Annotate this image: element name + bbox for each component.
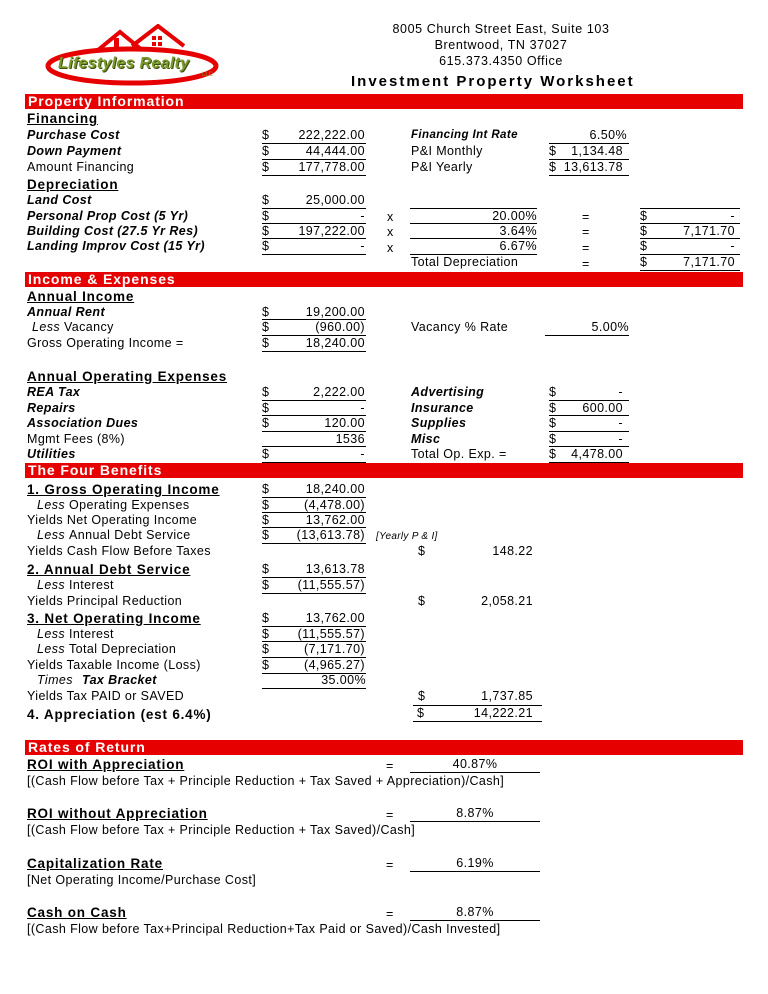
- currency-symbol: $: [262, 497, 366, 513]
- debt-value: 13,613.78: [305, 562, 365, 576]
- logo-suffix: LLC: [202, 72, 214, 78]
- annual-income-heading: Annual Income: [27, 289, 135, 304]
- currency-symbol: $: [262, 527, 366, 544]
- row-value: 1536: [335, 432, 365, 446]
- page-title: Investment Property Worksheet: [351, 73, 635, 90]
- section-title-benefits: The Four Benefits: [28, 462, 163, 478]
- row-label: REA Tax: [27, 385, 81, 399]
- right-symbol: $: [549, 431, 629, 447]
- right-value: 6.50%: [589, 128, 627, 142]
- equals-sign: =: [582, 241, 590, 255]
- total-depreciation-value: 7,171.70: [683, 255, 735, 269]
- right-value: -: [618, 416, 623, 430]
- result-symbol: $: [640, 223, 740, 239]
- equals-sign: =: [386, 858, 394, 872]
- right-symbol: $: [549, 143, 629, 159]
- company-logo: [40, 24, 230, 86]
- currency-symbol: $: [262, 319, 366, 335]
- multiply-sign: x: [387, 210, 394, 224]
- currency-symbol: $: [262, 305, 270, 319]
- currency-symbol: $: [262, 657, 366, 674]
- return-label: ROI with Appreciation: [27, 757, 185, 772]
- row-value: -: [360, 401, 365, 415]
- return-label: Cash on Cash: [27, 905, 127, 920]
- right-value: -: [618, 385, 623, 399]
- currency-symbol: $: [262, 223, 366, 239]
- right-label: Misc: [411, 432, 441, 446]
- return-formula: [Net Operating Income/Purchase Cost]: [27, 873, 257, 887]
- currency-symbol: $: [262, 238, 366, 255]
- financing-heading: Financing: [27, 111, 98, 126]
- appreciation-value: 14,222.21: [473, 706, 533, 720]
- result-symbol: $: [640, 238, 740, 255]
- return-value: 8.87%: [410, 806, 540, 822]
- return-value: 8.87%: [410, 905, 540, 921]
- row-label: Interest: [69, 578, 114, 592]
- currency-symbol: $: [418, 594, 426, 608]
- row-label: Interest: [69, 627, 114, 641]
- row-label: Yields Tax PAID or SAVED: [27, 689, 185, 703]
- multiply-sign: x: [387, 241, 394, 255]
- row-value: 19,200.00: [305, 305, 365, 319]
- right-label: Financing Int Rate: [411, 129, 518, 141]
- currency-symbol: $: [418, 544, 426, 558]
- row-label: Down Payment: [27, 144, 122, 158]
- right-symbol: $: [549, 159, 629, 176]
- return-value: 40.87%: [410, 757, 540, 773]
- currency-symbol: $: [262, 577, 366, 594]
- yearly-pi-note: [Yearly P & I]: [376, 531, 438, 542]
- right-symbol: $: [549, 446, 629, 463]
- interest-value: (11,555.57): [297, 627, 365, 641]
- vacancy-rate-label: Vacancy % Rate: [411, 320, 509, 334]
- tax-saved-value: 1,737.85: [481, 689, 533, 703]
- row-value: 44,444.00: [305, 144, 365, 158]
- row-value: 25,000.00: [305, 193, 365, 207]
- currency-symbol: $: [262, 626, 366, 642]
- row-value: 197,222.00: [298, 224, 365, 238]
- row-label: Tax Bracket: [82, 673, 157, 687]
- section-title-returns: Rates of Return: [28, 739, 146, 755]
- row-label: Utilities: [27, 447, 76, 461]
- benefit-heading-appreciation: 4. Appreciation (est 6.4%): [27, 707, 212, 722]
- benefit-heading-noi: 3. Net Operating Income: [27, 611, 201, 626]
- times-prefix: Times: [37, 673, 73, 687]
- debt-service-value: (13,613.78): [296, 528, 365, 542]
- row-label: Repairs: [27, 401, 76, 415]
- currency-symbol: $: [262, 208, 366, 224]
- rate-value: 3.64%: [410, 223, 537, 239]
- total-depreciation-label: Total Depreciation: [411, 255, 519, 269]
- right-value: 13,613.78: [563, 160, 623, 174]
- row-label: Association Dues: [27, 416, 139, 430]
- currency-symbol: $: [262, 446, 366, 463]
- principal-reduction-value: 2,058.21: [481, 594, 533, 608]
- gross-value: 18,240.00: [305, 482, 365, 496]
- less-prefix: Less: [37, 627, 66, 641]
- currency-symbol: $: [262, 482, 270, 496]
- noi-value: 13,762.00: [305, 611, 365, 625]
- right-label: Insurance: [411, 401, 474, 415]
- row-value: -: [360, 447, 365, 461]
- currency-symbol: $: [262, 385, 270, 399]
- row-value: -: [360, 239, 365, 253]
- row-label: Annual Rent: [27, 305, 106, 319]
- row-label: Operating Expenses: [69, 498, 190, 512]
- row-label: Amount Financing: [27, 160, 135, 174]
- currency-symbol: $: [262, 143, 366, 159]
- currency-symbol: $: [262, 611, 270, 625]
- currency-symbol: $: [413, 705, 542, 722]
- section-bar-returns: [25, 740, 743, 755]
- benefit-heading-gross: 1. Gross Operating Income: [27, 482, 220, 497]
- row-label: Yields Principal Reduction: [27, 594, 183, 608]
- return-formula: [(Cash Flow before Tax + Principle Reduction + Tax Saved + Appreciation)/Cash]: [27, 774, 505, 788]
- operating-expenses-value: (4,478.00): [304, 498, 365, 512]
- office-phone: 615.373.4350 Office: [439, 54, 563, 68]
- less-prefix: Less: [32, 320, 61, 334]
- row-label: Yields Taxable Income (Loss): [27, 658, 201, 672]
- equals-sign: =: [386, 808, 394, 822]
- depreciation-value: (7,171.70): [304, 642, 365, 656]
- row-value: 2,222.00: [313, 385, 365, 399]
- equals-sign: =: [582, 257, 590, 271]
- result-value: -: [730, 209, 735, 223]
- row-label: Annual Debt Service: [69, 528, 191, 542]
- currency-symbol: $: [262, 562, 270, 576]
- vacancy-rate-value: 5.00%: [545, 320, 629, 336]
- return-label: Capitalization Rate: [27, 856, 163, 871]
- rate-value: 20.00%: [410, 208, 537, 224]
- row-value: 120.00: [324, 416, 365, 430]
- row-value: 18,240.00: [305, 336, 365, 350]
- tax-bracket-value: 35.00%: [262, 673, 366, 689]
- section-title-income: Income & Expenses: [28, 271, 176, 287]
- right-symbol: $: [549, 415, 629, 431]
- result-value: 7,171.70: [683, 224, 735, 238]
- right-value: -: [618, 432, 623, 446]
- right-label: Advertising: [411, 385, 485, 399]
- row-label: Personal Prop Cost (5 Yr): [27, 209, 189, 223]
- interest-value: (11,555.57): [297, 578, 365, 592]
- result-symbol: $: [640, 208, 740, 224]
- right-value: 600.00: [582, 401, 623, 415]
- less-prefix: Less: [37, 498, 66, 512]
- noi-value: 13,762.00: [305, 513, 365, 527]
- multiply-sign: x: [387, 225, 394, 239]
- row-value: (960.00): [315, 320, 365, 334]
- return-label: ROI without Appreciation: [27, 806, 208, 821]
- section-bar-income: [25, 272, 743, 287]
- less-prefix: Less: [37, 642, 66, 656]
- row-label: Gross Operating Income =: [27, 336, 184, 350]
- currency-symbol: $: [262, 193, 270, 207]
- result-symbol: $: [640, 255, 740, 271]
- section-bar-benefits: [25, 463, 743, 478]
- row-value: -: [360, 209, 365, 223]
- row-label: Vacancy: [64, 320, 114, 334]
- logo-text: Lifestyles Realty: [58, 55, 190, 72]
- currency-symbol: $: [262, 335, 366, 352]
- row-label: Landing Improv Cost (15 Yr): [27, 239, 205, 253]
- return-formula: [(Cash Flow before Tax + Principle Reduction + Tax Saved)/Cash]: [27, 823, 416, 837]
- row-label: Purchase Cost: [27, 128, 120, 142]
- right-label: P&I Yearly: [411, 160, 473, 174]
- equals-sign: =: [386, 907, 394, 921]
- rate-value: 6.67%: [410, 238, 537, 255]
- row-value: 222,222.00: [298, 128, 365, 142]
- row-value: 177,778.00: [298, 160, 365, 174]
- less-prefix: Less: [37, 578, 66, 592]
- row-label: Land Cost: [27, 193, 92, 207]
- currency-symbol: $: [262, 641, 366, 657]
- right-label: P&I Monthly: [411, 144, 483, 158]
- row-label: Building Cost (27.5 Yr Res): [27, 224, 199, 238]
- currency-symbol: $: [262, 159, 366, 176]
- depreciation-heading: Depreciation: [27, 177, 119, 192]
- section-bar-property: [25, 94, 743, 109]
- currency-symbol: $: [262, 128, 270, 142]
- currency-symbol: $: [262, 400, 366, 416]
- right-value: 1,134.48: [571, 144, 623, 158]
- operating-expenses-heading: Annual Operating Expenses: [27, 369, 228, 384]
- cash-flow-value: 148.22: [492, 544, 533, 558]
- taxable-income-value: (4,965.27): [304, 658, 365, 672]
- row-label: Mgmt Fees (8%): [27, 432, 125, 446]
- row-label: Yields Net Operating Income: [27, 513, 198, 527]
- address-line-1: 8005 Church Street East, Suite 103: [392, 22, 610, 36]
- equals-sign: =: [386, 759, 394, 773]
- right-value: 4,478.00: [571, 447, 623, 461]
- less-prefix: Less: [37, 528, 66, 542]
- section-title-property: Property Information: [28, 93, 185, 109]
- result-value: -: [730, 239, 735, 253]
- currency-symbol: $: [262, 512, 366, 528]
- right-label: Total Op. Exp. =: [411, 447, 507, 461]
- right-symbol: $: [549, 400, 629, 416]
- return-value: 6.19%: [410, 856, 540, 872]
- equals-sign: =: [582, 210, 590, 224]
- benefit-heading-debt: 2. Annual Debt Service: [27, 562, 191, 577]
- currency-symbol: $: [418, 689, 426, 703]
- right-label: Supplies: [411, 416, 467, 430]
- currency-symbol: $: [262, 415, 366, 432]
- equals-sign: =: [582, 225, 590, 239]
- row-label: Yields Cash Flow Before Taxes: [27, 544, 211, 558]
- return-formula: [(Cash Flow before Tax+Principal Reduction+Tax Paid or Saved)/Cash Invested]: [27, 922, 501, 936]
- right-symbol: $: [549, 385, 557, 399]
- row-label: Total Depreciation: [69, 642, 177, 656]
- address-line-2: Brentwood, TN 37027: [434, 38, 568, 52]
